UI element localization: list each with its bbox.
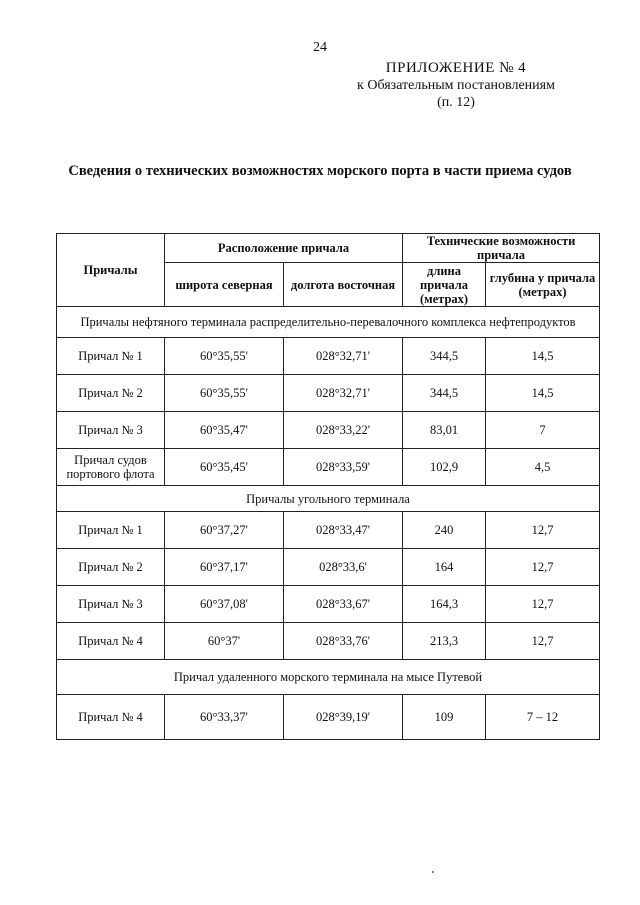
header-longitude: долгота восточная bbox=[284, 263, 403, 307]
berth-name: Причал № 4 bbox=[57, 623, 165, 660]
depth-cell: 14,5 bbox=[486, 375, 600, 412]
berth-name: Причал № 4 bbox=[57, 695, 165, 740]
section-title: Причалы нефтяного терминала распределительно-перевалочного комплекса нефтепродуктов bbox=[57, 307, 600, 338]
length-cell: 164,3 bbox=[403, 586, 486, 623]
document-title: Сведения о технических возможностях морского порта в части приема судов bbox=[68, 163, 572, 179]
header-location: Расположение причала bbox=[165, 234, 403, 263]
longitude-cell: 028°33,59' bbox=[284, 449, 403, 486]
table-row bbox=[57, 449, 600, 486]
longitude-cell: 028°32,71' bbox=[284, 375, 403, 412]
depth-cell: 4,5 bbox=[486, 449, 600, 486]
length-cell: 102,9 bbox=[403, 449, 486, 486]
latitude-cell: 60°35,55' bbox=[165, 375, 284, 412]
appendix-clause: (п. 12) bbox=[437, 95, 475, 110]
longitude-cell: 028°33,22' bbox=[284, 412, 403, 449]
length-cell: 240 bbox=[403, 512, 486, 549]
table-row bbox=[57, 623, 600, 660]
table-row bbox=[57, 375, 600, 412]
latitude-cell: 60°35,47' bbox=[165, 412, 284, 449]
appendix-header bbox=[326, 60, 586, 111]
table-row bbox=[57, 512, 600, 549]
section-title: Причалы угольного терминала bbox=[57, 486, 600, 512]
berth-name: Причал № 1 bbox=[57, 338, 165, 375]
latitude-cell: 60°37,27' bbox=[165, 512, 284, 549]
length-cell: 109 bbox=[403, 695, 486, 740]
longitude-cell: 028°32,71' bbox=[284, 338, 403, 375]
table-row bbox=[57, 695, 600, 740]
berth-name: Причал № 2 bbox=[57, 549, 165, 586]
berths-table bbox=[56, 233, 600, 740]
latitude-cell: 60°35,55' bbox=[165, 338, 284, 375]
page-number: 24 bbox=[313, 40, 327, 55]
latitude-cell: 60°37' bbox=[165, 623, 284, 660]
appendix-subtitle: к Обязательным постановлениям bbox=[357, 78, 555, 93]
depth-cell: 12,7 bbox=[486, 549, 600, 586]
header-berths: Причалы bbox=[57, 234, 165, 307]
latitude-cell: 60°35,45' bbox=[165, 449, 284, 486]
length-cell: 164 bbox=[403, 549, 486, 586]
section-title: Причал удаленного морского терминала на мысе Путевой bbox=[57, 660, 600, 695]
length-cell: 344,5 bbox=[403, 375, 486, 412]
longitude-cell: 028°33,67' bbox=[284, 586, 403, 623]
table-row bbox=[57, 586, 600, 623]
berth-name: Причал № 3 bbox=[57, 412, 165, 449]
depth-cell: 7 – 12 bbox=[486, 695, 600, 740]
depth-cell: 14,5 bbox=[486, 338, 600, 375]
berth-name: Причал судов портового флота bbox=[57, 449, 165, 486]
latitude-cell: 60°37,17' bbox=[165, 549, 284, 586]
longitude-cell: 028°33,47' bbox=[284, 512, 403, 549]
scan-speck bbox=[432, 871, 434, 873]
latitude-cell: 60°37,08' bbox=[165, 586, 284, 623]
table-row bbox=[57, 549, 600, 586]
appendix-title: ПРИЛОЖЕНИЕ № 4 bbox=[385, 60, 527, 76]
depth-cell: 12,7 bbox=[486, 512, 600, 549]
depth-cell: 12,7 bbox=[486, 623, 600, 660]
table-row bbox=[57, 412, 600, 449]
latitude-cell: 60°33,37' bbox=[165, 695, 284, 740]
length-cell: 213,3 bbox=[403, 623, 486, 660]
header-depth: глубина у причала (метрах) bbox=[486, 263, 600, 307]
table-row bbox=[57, 338, 600, 375]
berth-name: Причал № 2 bbox=[57, 375, 165, 412]
longitude-cell: 028°33,76' bbox=[284, 623, 403, 660]
header-length: длина причала (метрах) bbox=[403, 263, 486, 307]
berth-name: Причал № 1 bbox=[57, 512, 165, 549]
length-cell: 83,01 bbox=[403, 412, 486, 449]
depth-cell: 12,7 bbox=[486, 586, 600, 623]
header-latitude: широта северная bbox=[165, 263, 284, 307]
longitude-cell: 028°33,6' bbox=[284, 549, 403, 586]
header-capabilities: Технические возможности причала bbox=[403, 234, 600, 263]
length-cell: 344,5 bbox=[403, 338, 486, 375]
depth-cell: 7 bbox=[486, 412, 600, 449]
berth-name: Причал № 3 bbox=[57, 586, 165, 623]
longitude-cell: 028°39,19' bbox=[284, 695, 403, 740]
